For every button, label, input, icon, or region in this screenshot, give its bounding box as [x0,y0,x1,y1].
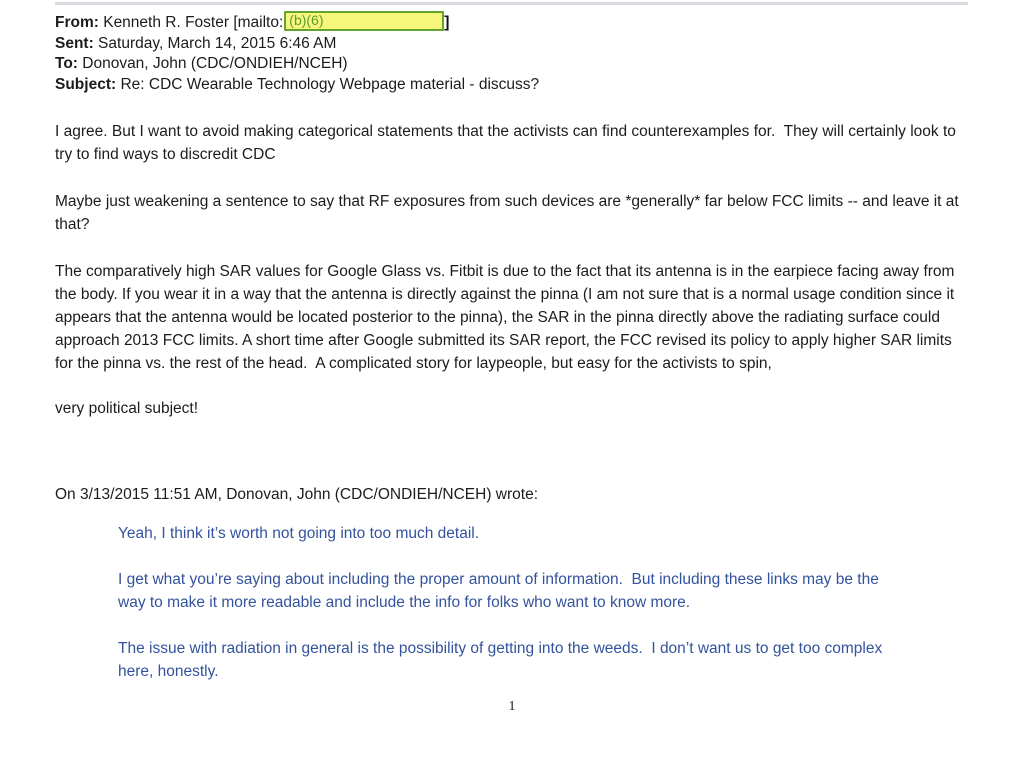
redaction-box [284,11,444,31]
from-value: Kenneth R. Foster [mailto: [98,14,284,31]
body-paragraph: very political subject! [55,400,199,417]
body-paragraph: I agree. But I want to avoid making categorical statements that the activists can find counterexamples for. They will certainly look to try to find ways to discredit CDC [55,123,961,163]
document-content [55,11,967,683]
quote-attribution-line: On 3/13/2015 11:51 AM, Donovan, John (CDC/ONDIEH/NCEH) wrote: [55,486,539,503]
sent-value: Saturday, March 14, 2015 6:46 AM [93,34,337,52]
header-sent-line [55,34,967,55]
quoted-paragraph: I get what you’re saying about including the proper amount of information. But including these links may be the way to make it more readable and include the info for folks who want to know more. [118,570,884,611]
body-paragraph: The comparatively high SAR values for Google Glass vs. Fitbit is due to the fact that its antenna is in the earpiece facing away from the body. If you wear it in a way that the antenna is directly against the pinna (I am not sure that is a normal usage condition since it appears that the antenna would be located posterior to the pinna), the SAR in the pinna directly above the radiating surface could approach 2013 FCC limits. A short time after Google submitted its SAR report, the FCC revised its policy to apply higher SAR limits for the pinna vs. the rest of the head. A complicated story for laypeople, but easy for the activists to spin, [55,263,959,372]
email-header [55,11,967,95]
redaction-code: (b)(6) [289,12,324,28]
page-number: 1 [508,699,516,714]
subject-value: Re: CDC Wearable Technology Webpage material - discuss? [116,75,540,93]
to-value: Donovan, John (CDC/ONDIEH/NCEH) [77,55,348,72]
header-to-line [55,54,967,75]
body-paragraph: Maybe just weakening a sentence to say that RF exposures from such devices are *generally* far below FCC limits -- and leave it at that? [55,193,964,233]
top-divider-rule [55,2,968,5]
quoted-paragraph: The issue with radiation in general is the possibility of getting into the weeds. I don’t want us to get too complex here, honestly. [118,639,887,680]
sent-label: Sent: [55,34,94,52]
subject-label: Subject: [55,75,117,93]
to-label: To: [55,55,78,72]
closing-bracket: ] [444,14,450,31]
header-from-line [55,11,967,34]
header-subject-line [55,75,967,96]
quoted-paragraph: Yeah, I think it’s worth not going into too much detail. [118,524,480,542]
from-label: From: [55,14,99,31]
